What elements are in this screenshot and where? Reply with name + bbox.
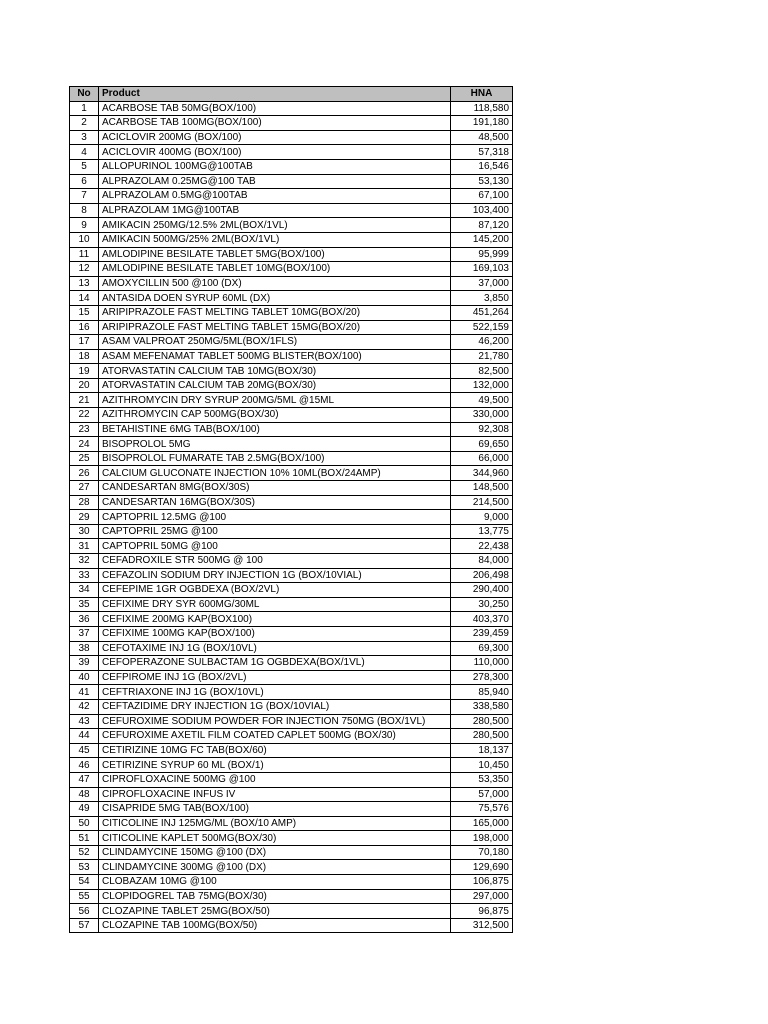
table-body (70, 101, 513, 933)
table-row (70, 845, 513, 860)
table-row (70, 802, 513, 817)
product-name: CANDESARTAN 8MG(BOX/30S) (99, 481, 451, 496)
table-row (70, 714, 513, 729)
price-hna: 214,500 (451, 495, 513, 510)
row-number: 1 (70, 101, 99, 116)
product-name: CEFOPERAZONE SULBACTAM 1G OGBDEXA(BOX/1VL) (99, 656, 451, 671)
product-name: CLOBAZAM 10MG @100 (99, 875, 451, 890)
product-name: ACICLOVIR 400MG (BOX/100) (99, 145, 451, 160)
product-name: ALPRAZOLAM 1MG@100TAB (99, 203, 451, 218)
product-name: CITICOLINE KAPLET 500MG(BOX/30) (99, 831, 451, 846)
table-row (70, 276, 513, 291)
table-row (70, 451, 513, 466)
column-header-product: Product (99, 87, 451, 102)
price-hna: 95,999 (451, 247, 513, 262)
product-name: CANDESARTAN 16MG(BOX/30S) (99, 495, 451, 510)
price-hna: 145,200 (451, 232, 513, 247)
price-hna: 22,438 (451, 539, 513, 554)
table-row (70, 145, 513, 160)
product-name: ARIPIPRAZOLE FAST MELTING TABLET 15MG(BOX/20) (99, 320, 451, 335)
row-number: 50 (70, 816, 99, 831)
table-row (70, 904, 513, 919)
product-name: AMOXYCILLIN 500 @100 (DX) (99, 276, 451, 291)
table-row (70, 685, 513, 700)
row-number: 26 (70, 466, 99, 481)
product-name: ALPRAZOLAM 0.5MG@100TAB (99, 189, 451, 204)
price-hna: 37,000 (451, 276, 513, 291)
table-row (70, 918, 513, 933)
table-row (70, 393, 513, 408)
row-number: 6 (70, 174, 99, 189)
table-row (70, 758, 513, 773)
header-row (70, 87, 513, 102)
price-hna: 46,200 (451, 335, 513, 350)
price-hna: 10,450 (451, 758, 513, 773)
row-number: 19 (70, 364, 99, 379)
table-row (70, 291, 513, 306)
product-name: CEFIXIME 100MG KAP(BOX/100) (99, 626, 451, 641)
product-name: AZITHROMYCIN CAP 500MG(BOX/30) (99, 408, 451, 423)
product-name: CEFADROXILE STR 500MG @ 100 (99, 554, 451, 569)
price-hna: 191,180 (451, 116, 513, 131)
table-row (70, 378, 513, 393)
product-name: BETAHISTINE 6MG TAB(BOX/100) (99, 422, 451, 437)
price-hna: 3,850 (451, 291, 513, 306)
price-hna: 49,500 (451, 393, 513, 408)
table-row (70, 203, 513, 218)
price-hna: 110,000 (451, 656, 513, 671)
product-name: ACARBOSE TAB 100MG(BOX/100) (99, 116, 451, 131)
row-number: 52 (70, 845, 99, 860)
row-number: 10 (70, 232, 99, 247)
price-hna: 106,875 (451, 875, 513, 890)
price-hna: 132,000 (451, 378, 513, 393)
product-name: ANTASIDA DOEN SYRUP 60ML (DX) (99, 291, 451, 306)
table-row (70, 262, 513, 277)
price-hna: 30,250 (451, 597, 513, 612)
column-header-hna: HNA (451, 87, 513, 102)
row-number: 13 (70, 276, 99, 291)
product-name: AMIKACIN 250MG/12.5% 2ML(BOX/1VL) (99, 218, 451, 233)
price-hna: 69,300 (451, 641, 513, 656)
price-hna: 297,000 (451, 889, 513, 904)
row-number: 32 (70, 554, 99, 569)
price-hna: 21,780 (451, 349, 513, 364)
row-number: 21 (70, 393, 99, 408)
price-hna: 280,500 (451, 714, 513, 729)
table-row (70, 320, 513, 335)
table-row (70, 408, 513, 423)
product-name: ALLOPURINOL 100MG@100TAB (99, 159, 451, 174)
table-row (70, 437, 513, 452)
table-row (70, 889, 513, 904)
product-name: CEFTAZIDIME DRY INJECTION 1G (BOX/10VIAL) (99, 699, 451, 714)
product-name: ASAM VALPROAT 250MG/5ML(BOX/1FLS) (99, 335, 451, 350)
row-number: 17 (70, 335, 99, 350)
price-hna: 330,000 (451, 408, 513, 423)
table-row (70, 116, 513, 131)
table-row (70, 101, 513, 116)
product-name: AMLODIPINE BESILATE TABLET 5MG(BOX/100) (99, 247, 451, 262)
price-hna: 451,264 (451, 305, 513, 320)
price-hna: 53,130 (451, 174, 513, 189)
row-number: 3 (70, 130, 99, 145)
row-number: 4 (70, 145, 99, 160)
row-number: 37 (70, 626, 99, 641)
row-number: 2 (70, 116, 99, 131)
product-name: AZITHROMYCIN DRY SYRUP 200MG/5ML @15ML (99, 393, 451, 408)
price-hna: 67,100 (451, 189, 513, 204)
product-name: CEFEPIME 1GR OGBDEXA (BOX/2VL) (99, 583, 451, 598)
row-number: 22 (70, 408, 99, 423)
product-name: BISOPROLOL 5MG (99, 437, 451, 452)
price-hna: 69,650 (451, 437, 513, 452)
product-name: CEFIXIME 200MG KAP(BOX100) (99, 612, 451, 627)
price-hna: 103,400 (451, 203, 513, 218)
price-hna: 87,120 (451, 218, 513, 233)
table-row (70, 247, 513, 262)
price-hna: 57,318 (451, 145, 513, 160)
product-name: CEFTRIAXONE INJ 1G (BOX/10VL) (99, 685, 451, 700)
row-number: 25 (70, 451, 99, 466)
product-name: CLOZAPINE TAB 100MG(BOX/50) (99, 918, 451, 933)
row-number: 46 (70, 758, 99, 773)
product-name: ARIPIPRAZOLE FAST MELTING TABLET 10MG(BOX/20) (99, 305, 451, 320)
price-hna: 344,960 (451, 466, 513, 481)
price-hna: 75,576 (451, 802, 513, 817)
column-header-no: No (70, 87, 99, 102)
product-name: CEFPIROME INJ 1G (BOX/2VL) (99, 670, 451, 685)
row-number: 57 (70, 918, 99, 933)
row-number: 44 (70, 729, 99, 744)
price-hna: 278,300 (451, 670, 513, 685)
price-hna: 290,400 (451, 583, 513, 598)
row-number: 14 (70, 291, 99, 306)
table-row (70, 656, 513, 671)
price-hna: 70,180 (451, 845, 513, 860)
product-name: CEFUROXIME SODIUM POWDER FOR INJECTION 750MG (BOX/1VL) (99, 714, 451, 729)
table-row (70, 626, 513, 641)
row-number: 51 (70, 831, 99, 846)
product-name: CAPTOPRIL 12.5MG @100 (99, 510, 451, 525)
product-name: CEFIXIME DRY SYR 600MG/30ML (99, 597, 451, 612)
product-name: CAPTOPRIL 50MG @100 (99, 539, 451, 554)
table-row (70, 524, 513, 539)
row-number: 40 (70, 670, 99, 685)
product-name: CISAPRIDE 5MG TAB(BOX/100) (99, 802, 451, 817)
price-hna: 206,498 (451, 568, 513, 583)
product-name: ALPRAZOLAM 0.25MG@100 TAB (99, 174, 451, 189)
price-hna: 280,500 (451, 729, 513, 744)
price-hna: 148,500 (451, 481, 513, 496)
table-row (70, 305, 513, 320)
table-header (70, 87, 513, 102)
row-number: 23 (70, 422, 99, 437)
product-name: ACICLOVIR 200MG (BOX/100) (99, 130, 451, 145)
row-number: 48 (70, 787, 99, 802)
product-name: BISOPROLOL FUMARATE TAB 2.5MG(BOX/100) (99, 451, 451, 466)
product-name: ATORVASTATIN CALCIUM TAB 10MG(BOX/30) (99, 364, 451, 379)
product-name: CLOPIDOGREL TAB 75MG(BOX/30) (99, 889, 451, 904)
product-name: CEFUROXIME AXETIL FILM COATED CAPLET 500MG (BOX/30) (99, 729, 451, 744)
table-row (70, 641, 513, 656)
table-row (70, 831, 513, 846)
table-row (70, 510, 513, 525)
price-hna: 92,308 (451, 422, 513, 437)
row-number: 34 (70, 583, 99, 598)
row-number: 30 (70, 524, 99, 539)
row-number: 31 (70, 539, 99, 554)
table-row (70, 189, 513, 204)
price-list-sheet (69, 86, 512, 933)
row-number: 42 (70, 699, 99, 714)
product-name: CEFAZOLIN SODIUM DRY INJECTION 1G (BOX/10VIAL) (99, 568, 451, 583)
table-row (70, 481, 513, 496)
row-number: 47 (70, 772, 99, 787)
price-hna: 169,103 (451, 262, 513, 277)
product-name: CIPROFLOXACINE INFUS IV (99, 787, 451, 802)
table-row (70, 495, 513, 510)
product-name: ASAM MEFENAMAT TABLET 500MG BLISTER(BOX/100) (99, 349, 451, 364)
price-hna: 312,500 (451, 918, 513, 933)
table-row (70, 787, 513, 802)
product-name: CIPROFLOXACINE 500MG @100 (99, 772, 451, 787)
price-hna: 129,690 (451, 860, 513, 875)
row-number: 8 (70, 203, 99, 218)
row-number: 56 (70, 904, 99, 919)
product-name: CETIRIZINE SYRUP 60 ML (BOX/1) (99, 758, 451, 773)
table-row (70, 232, 513, 247)
product-name: CEFOTAXIME INJ 1G (BOX/10VL) (99, 641, 451, 656)
row-number: 11 (70, 247, 99, 262)
table-row (70, 875, 513, 890)
table-row (70, 218, 513, 233)
price-hna: 13,775 (451, 524, 513, 539)
price-hna: 96,875 (451, 904, 513, 919)
price-hna: 85,940 (451, 685, 513, 700)
price-hna: 18,137 (451, 743, 513, 758)
product-name: CITICOLINE INJ 125MG/ML (BOX/10 AMP) (99, 816, 451, 831)
row-number: 33 (70, 568, 99, 583)
table-row (70, 568, 513, 583)
row-number: 49 (70, 802, 99, 817)
row-number: 5 (70, 159, 99, 174)
table-row (70, 612, 513, 627)
row-number: 16 (70, 320, 99, 335)
product-name: CAPTOPRIL 25MG @100 (99, 524, 451, 539)
price-hna: 66,000 (451, 451, 513, 466)
row-number: 18 (70, 349, 99, 364)
table-row (70, 597, 513, 612)
table-row (70, 466, 513, 481)
row-number: 29 (70, 510, 99, 525)
table-row (70, 335, 513, 350)
price-hna: 57,000 (451, 787, 513, 802)
product-name: AMLODIPINE BESILATE TABLET 10MG(BOX/100) (99, 262, 451, 277)
table-row (70, 583, 513, 598)
table-row (70, 539, 513, 554)
product-name: AMIKACIN 500MG/25% 2ML(BOX/1VL) (99, 232, 451, 247)
row-number: 24 (70, 437, 99, 452)
product-name: CLOZAPINE TABLET 25MG(BOX/50) (99, 904, 451, 919)
table-row (70, 729, 513, 744)
price-hna: 198,000 (451, 831, 513, 846)
product-name: CETIRIZINE 10MG FC TAB(BOX/60) (99, 743, 451, 758)
table-row (70, 860, 513, 875)
row-number: 35 (70, 597, 99, 612)
row-number: 12 (70, 262, 99, 277)
row-number: 7 (70, 189, 99, 204)
table-row (70, 159, 513, 174)
table-row (70, 699, 513, 714)
product-name: ACARBOSE TAB 50MG(BOX/100) (99, 101, 451, 116)
price-hna: 16,546 (451, 159, 513, 174)
table-row (70, 816, 513, 831)
row-number: 38 (70, 641, 99, 656)
product-name: ATORVASTATIN CALCIUM TAB 20MG(BOX/30) (99, 378, 451, 393)
price-hna: 118,580 (451, 101, 513, 116)
row-number: 54 (70, 875, 99, 890)
product-name: CALCIUM GLUCONATE INJECTION 10% 10ML(BOX/24AMP) (99, 466, 451, 481)
row-number: 53 (70, 860, 99, 875)
row-number: 43 (70, 714, 99, 729)
product-name: CLINDAMYCINE 300MG @100 (DX) (99, 860, 451, 875)
table-row (70, 743, 513, 758)
row-number: 15 (70, 305, 99, 320)
row-number: 9 (70, 218, 99, 233)
table-row (70, 130, 513, 145)
price-hna: 165,000 (451, 816, 513, 831)
row-number: 36 (70, 612, 99, 627)
price-hna: 239,459 (451, 626, 513, 641)
table-row (70, 554, 513, 569)
price-hna: 338,580 (451, 699, 513, 714)
price-hna: 403,370 (451, 612, 513, 627)
table-row (70, 349, 513, 364)
price-hna: 522,159 (451, 320, 513, 335)
price-hna: 82,500 (451, 364, 513, 379)
price-hna: 53,350 (451, 772, 513, 787)
row-number: 55 (70, 889, 99, 904)
row-number: 45 (70, 743, 99, 758)
row-number: 27 (70, 481, 99, 496)
table-row (70, 422, 513, 437)
row-number: 41 (70, 685, 99, 700)
table-row (70, 670, 513, 685)
row-number: 28 (70, 495, 99, 510)
price-table (69, 86, 513, 933)
price-hna: 9,000 (451, 510, 513, 525)
row-number: 20 (70, 378, 99, 393)
row-number: 39 (70, 656, 99, 671)
price-hna: 48,500 (451, 130, 513, 145)
table-row (70, 174, 513, 189)
product-name: CLINDAMYCINE 150MG @100 (DX) (99, 845, 451, 860)
table-row (70, 364, 513, 379)
price-hna: 84,000 (451, 554, 513, 569)
table-row (70, 772, 513, 787)
